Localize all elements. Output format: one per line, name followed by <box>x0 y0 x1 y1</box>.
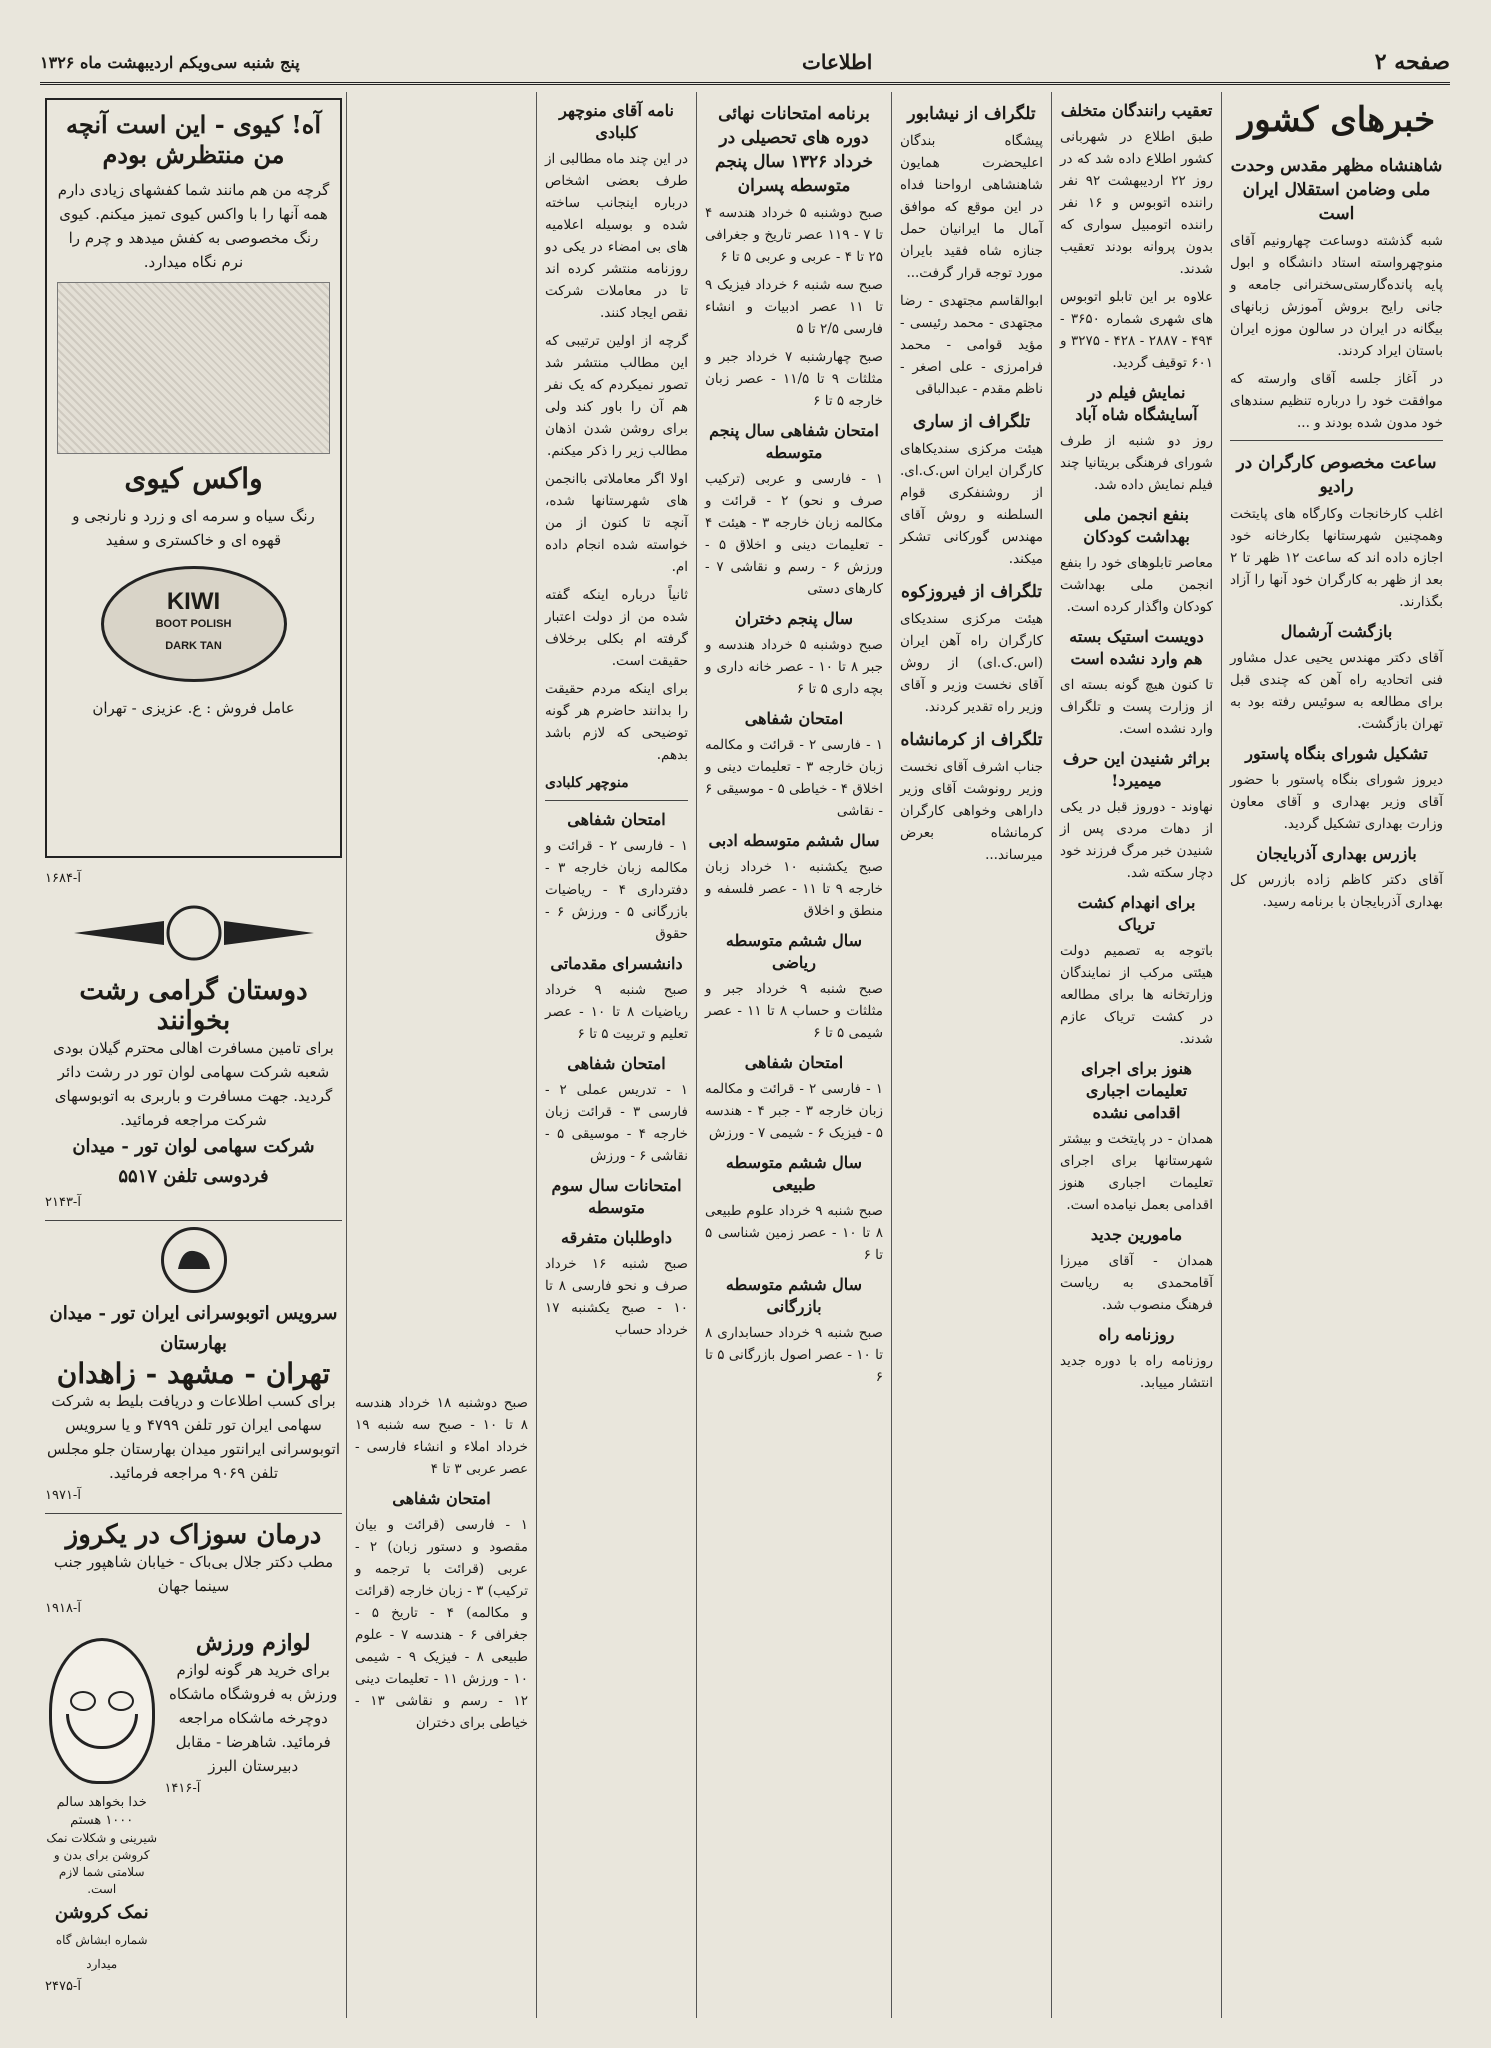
article-headline: برنامه امتحانات نهائی دوره های تحصیلی در خرداد ۱۳۲۶ سال پنجم متوسطه پسران <box>715 104 873 196</box>
article-headline: روزنامه راه <box>1098 1325 1175 1344</box>
article-headline: دویست استیک بسته هم وارد نشده است <box>1069 627 1204 668</box>
article-headline: تعقیب رانندگان متخلف <box>1060 101 1213 120</box>
schedule-entry: ۱ - فارسی ۲ - قرائت و مکالمه زبان خارجه ۳ - جبر ۴ - هندسه ۵ - فیزیک ۶ - شیمی ۷ - ورزش <box>705 1081 883 1141</box>
divider <box>545 800 688 801</box>
ad-dealer: عامل فروش : ع. عزیزی - تهران <box>92 699 295 717</box>
article-paragraph: همدان - در پایتخت و بیشتر شهرستانها برای اجرای تعلیمات اجباری هنوز اقدامی بعمل نیامده است. <box>1060 1131 1213 1213</box>
article-paragraph: هیئت مرکزی سندیکاهای کارگران ایران اس.ک.ای. از روشنفکری قوام السلطنه و روش آقای مهندس گورکانی تشکر میکند. <box>900 441 1043 567</box>
clinic-ad <box>45 1520 342 1620</box>
article-headline: براثر شنیدن این حرف میمیرد! <box>1062 749 1211 790</box>
kiwi-tin-icon <box>101 566 287 682</box>
schedule-entry: صبح سه شنبه ۶ خرداد فیزیک ۹ تا ۱۱ عصر ادبیات و انشاء فارسی ۲/۵ تا ۵ <box>705 277 884 337</box>
ad-title: آه! کیوی - این است آنچه من منتظرش بودم <box>65 110 322 169</box>
newspaper-name: اطلاعات <box>802 50 873 74</box>
article-headline: تشکیل شورای بنگاه پاستور <box>1245 744 1428 763</box>
ad-body: برای کسب اطلاعات و دریافت بلیط به شرکت سهامی ایران تور تلفن ۴۷۹۹ و یا سرویس اتوبوسرانی ایرانتور میدان بهارستان جلو مجلس تلفن ۹۰۶۹ مراجعه فرمائید. <box>46 1392 341 1482</box>
article-headline: بازرس بهداری آذربایجان <box>1256 844 1417 863</box>
article-headline: بنفع انجمن ملی بهداشت کودکان <box>1083 505 1190 546</box>
article-paragraph: علاوه بر این تابلو اتوبوس های شهری شماره ۳۶۵۰ - ۴۹۴ - ۲۸۸۷ - ۴۲۸ - ۳۲۷۵ و ۶۰۱ توقیف گردید. <box>1060 289 1213 371</box>
section-title: خبرهای کشور <box>1237 100 1436 140</box>
ad-body: گرچه من هم مانند شما کفشهای زیادی دارم همه آنها را با واکس کیوی تمیز میکنم. کیوی رنگ مخصوصی به کفش میدهد و چرم را نرم نگاه میدارد. <box>57 181 330 271</box>
ad-body: مطب دکتر جلال بی‌باک - خیابان شاهپور جنب سینما جهان <box>53 1553 334 1595</box>
schedule-entry: ۱ - فارسی و عربی (ترکیب صرف و نحو) ۲ - قرائت و مکالمه زبان خارجه ۳ - هیئت ۴ - تعلیمات دینی و اخلاق ۵ - ورزش ۶ - رسم و نقاشی ۷ - کارهای دستی <box>705 471 883 597</box>
article-headline: تلگراف از نیشابور <box>907 104 1036 124</box>
ad-body: برای تامین مسافرت اهالی محترم گیلان بودی شعبه شرکت سهامی لوان تور در رشت دائر گردید. جهت مسافرت و باربری به اتوبوسهای شرکت مراجعه فرمائید. <box>53 1039 334 1129</box>
article-headline: دانشسرای مقدماتی <box>550 954 683 973</box>
article-paragraph: هیئت مرکزی سندیکای کارگران راه آهن ایران (اس.ک.ای) از روش آقای نخست وزیر و آقای وزیر راه تقدیر کردند. <box>900 611 1043 715</box>
article-paragraph: اغلب کارخانجات وکارگاه های پایتخت وهمچنین شهرستانها بکارخانه خود اجازه داده اند که ساعت ۱۲ ظهر تا ۲ بعد از ظهر به کارگران خود آنها را آزاد بگذارند. <box>1230 506 1443 610</box>
ad-route: تهران - مشهد - زاهدان <box>56 1357 331 1390</box>
article-headline: سال ششم متوسطه بازرگانی <box>725 1275 863 1316</box>
schedule-entry: صبح شنبه ۹ خرداد جبر و مثلثات و حساب ۸ تا ۱۱ - عصر شیمی ۵ تا ۶ <box>705 981 883 1041</box>
article-headline: امتحان شفاهی سال پنجم متوسطه <box>709 421 879 462</box>
article-paragraph: اولا اگر معاملاتی باانجمن های شهرستانها شده، آنچه تا کنون از من خواسته شده انجام داده ام. <box>545 471 688 575</box>
eye-icon <box>108 1691 134 1711</box>
column-domestic-news <box>1221 92 1451 2018</box>
column-telegrams <box>891 92 1051 2018</box>
bottom-ads-row <box>45 1628 342 1998</box>
article-paragraph: روزنامه راه با دوره جدید انتشار مییابد. <box>1060 1353 1213 1391</box>
eye-icon <box>70 1691 96 1711</box>
ad-code: ۲۱۴۳-آ <box>45 1195 81 1210</box>
article-headline: تلگراف از کرمانشاه <box>900 730 1043 750</box>
article-paragraph: دیروز شورای بنگاه پاستور با حضور آقای وزیر بهداری و آقای معاون وزارت بهداری تشکیل گردید. <box>1230 772 1443 832</box>
ad-company: شرکت سهامی لوان تور - میدان فردوسی تلفن ۵۵۱۷ <box>72 1136 315 1187</box>
article-headline: سال ششم متوسطه ادبی <box>708 831 880 850</box>
article-paragraph: آقای دکتر کاظم زاده بازرس کل بهداری آذربایجان با برنامه رسید. <box>1230 872 1443 910</box>
article-headline: هنوز برای اجرای تعلیمات اجباری اقدامی نشده <box>1081 1059 1192 1122</box>
article-paragraph: پیشگاه بندگان اعلیحضرت همایون شاهنشاهی ارواحنا فداه در این موقع که موافق آمال ما ایرانیان حمل جنازه شاه فقید بایران مورد توجه قرار گرفت... <box>900 133 1043 281</box>
ad-code: ۱۹۷۱-آ <box>45 1488 81 1503</box>
divider <box>1230 440 1443 441</box>
tin-label: KIWI <box>166 588 221 615</box>
article-headline: تلگراف از فیروزکوه <box>900 582 1043 602</box>
article-paragraph: گرچه از اولین ترتیبی که این مطالب منتشر شد تصور نمیکردم که یک نفر هم آن را باور کند ولی برای روشن شدن اذهان مطالب زیر را ذکر میکنم. <box>545 333 688 459</box>
ad-code: ۱۶۸۴-آ <box>45 871 81 886</box>
article-paragraph: طبق اطلاع در شهربانی کشور اطلاع داده شد که در روز ۲۲ اردیبهشت ۹۲ نفر راننده اتوبوس و ۱۶ نفر راننده اتومبیل سواری که بدون پروانه بودند تعقیب شدند. <box>1060 129 1213 277</box>
bus-logo-icon <box>161 1227 227 1293</box>
schedule-entry: صبح دوشنبه ۱۸ خرداد هندسه ۸ تا ۱۰ - صبح سه شنبه ۱۹ خرداد املاء و انشاء فارسی - عصر عربی ۳ تا ۴ <box>355 1395 529 1477</box>
schedule-entry: صبح چهارشنبه ۷ خرداد جبر و مثلثات ۹ تا ۱۱/۵ - عصر زبان خارجه ۵ تا ۶ <box>705 349 884 409</box>
article-headline: امتحان شفاهی <box>744 1053 844 1072</box>
page-header <box>40 42 1450 85</box>
article-headline: امتحان شفاهی <box>744 709 844 728</box>
tin-label: BOOT POLISH <box>155 618 232 630</box>
pars-tour-ad <box>45 898 342 1214</box>
article-headline: برای انهدام کشت تریاک <box>1077 893 1196 934</box>
illustration <box>57 282 330 454</box>
ad-title: درمان سوزاک در یکروز <box>65 1520 322 1550</box>
letter-signature: منوچهر کلبادی <box>545 775 629 791</box>
schedule-entry: ۱ - فارسی ۲ - قرائت و مکالمه زبان خارجه ۳ - تعلیمات دینی و اخلاق ۴ - خیاطی ۵ - موسیقی ۶ - نقاشی <box>705 737 884 819</box>
article-headline: سال پنجم دختران <box>734 609 854 628</box>
wings-logo-icon <box>45 898 342 968</box>
page-number: صفحه ۲ <box>1374 49 1450 75</box>
article-paragraph: معاصر تابلوهای خود را بنفع انجمن ملی بهداشت کودکان واگذار کرده است. <box>1060 555 1213 615</box>
kiwi-ad <box>45 98 342 858</box>
column-advertisements <box>41 92 346 2018</box>
salt-ad <box>45 1628 158 1998</box>
article-headline: بازگشت آرشمال <box>1280 622 1393 641</box>
article-paragraph: نهاوند - دوروز قبل در یکی از دهات مردی پس از شنیدن خبر مرگ فرزند خود دچار سکته شد. <box>1060 799 1213 881</box>
article-paragraph: ثانیاً درباره اینکه گفته شده من از دولت اعتبار گرفته ام بکلی برخلاف حقیقت است. <box>545 587 688 669</box>
article-paragraph: روز دو شنبه از طرف شورای فرهنگی بریتانیا چند فیلم نمایش داده شد. <box>1060 433 1213 493</box>
column-news-2 <box>1051 92 1221 2018</box>
schedule-entry: صبح شنبه ۹ خرداد ریاضیات ۸ تا ۱۰ - عصر تعلیم و تربیت ۵ تا ۶ <box>545 982 689 1042</box>
article-headline: امتحان شفاهی <box>392 1489 491 1508</box>
smiling-face-icon <box>49 1638 155 1784</box>
ad-code: ۱۹۱۸-آ <box>45 1601 81 1616</box>
iran-tour-ad <box>45 1227 342 1507</box>
article-headline: نمایش فیلم در آسایشگاه شاه آباد <box>1075 383 1198 424</box>
article-headline: امتحان شفاهی <box>567 810 666 829</box>
article-paragraph: در این چند ماه مطالبی از طرف بعضی اشخاص درباره اینجانب ساخته شده و بوسیله اعلامیه های بی امضاء در یکی دو روزنامه منتشر کرده اند تا در معاملات شرکت نقص ایجاد کنند. <box>545 151 688 321</box>
ad-title: سرویس اتوبوسرانی ایران تور - میدان بهارستان <box>49 1303 338 1354</box>
column-exam-schedule <box>696 92 891 2018</box>
ad-code: ۱۴۱۶-آ <box>164 1781 201 1796</box>
article-paragraph: در آغاز جلسه آقای وارسته که موافقت خود را درباره تنظیم سندهای خود مدون شده بودند و ... <box>1230 371 1443 431</box>
article-headline: امتحان شفاهی <box>567 1054 666 1073</box>
divider <box>45 1220 342 1221</box>
ad-code: ۲۴۷۵-آ <box>45 1979 81 1994</box>
ad-body: شیرینی و شکلات نمک کروشن برای بدن و سلامتی شما لازم است. <box>46 1831 158 1896</box>
schedule-entry: صبح یکشنبه ۱۰ خرداد زبان خارجه ۹ تا ۱۱ - عصر فلسفه و منطق و اخلاق <box>705 859 883 919</box>
article-paragraph: تا کنون هیچ گونه بسته ای از وزارت پست و تلگراف وارد نشده است. <box>1060 677 1213 737</box>
article-paragraph: باتوجه به تصمیم دولت هیئتی مرکب از نمایندگان وزارتخانه ها برای مطالعه در کشت تریاک عازم شدند. <box>1060 943 1213 1047</box>
article-paragraph: همدان - آقای میرزا آقامحمدی به ریاست فرهنگ منصوب شد. <box>1060 1253 1213 1313</box>
article-headline: داوطلبان متفرقه <box>561 1228 672 1247</box>
ad-brand: واکس کیوی <box>124 462 263 495</box>
schedule-entry: ۱ - تدریس عملی ۲ - فارسی ۳ - قرائت زبان خارجه ۴ - موسیقی ۵ - نقاشی ۶ - ورزش <box>545 1082 688 1164</box>
schedule-entry: ۱ - فارسی (قرائت و بیان مقصود و دستور زبان) ۲ - عربی (قرائت با ترجمه و ترکیب) ۳ - زبان خارجه (قرائت و مکالمه) ۴ - تاریخ ۵ - جغرافی ۶ - هندسه ۷ - علوم طبیعی ۸ - فیزیک ۹ - شیمی ۱۰ - ورزش ۱۱ - تعلیمات دینی ۱۲ - رسم و نقاشی ۱۳ - خیاطی برای دختران <box>355 1517 529 1731</box>
article-headline: نامه آقای منوچهر کلبادی <box>559 101 674 142</box>
ad-title: خدا بخواهد سالم ۱۰۰۰ هستم <box>56 1795 147 1828</box>
article-paragraph: آقای دکتر مهندس یحیی عدل مشاور فنی اتحادیه راه آهن که چندی قبل برای مطالعه به سوئیس رفته بود به تهران بازگشت. <box>1230 650 1443 732</box>
ad-slogan: شماره ابشاش گاه میدارد <box>55 1933 148 1971</box>
divider <box>45 1513 342 1514</box>
article-headline: سال ششم متوسطه طبیعی <box>725 1153 863 1194</box>
schedule-entry: صبح شنبه ۹ خرداد حسابداری ۸ تا ۱۰ - عصر اصول بازرگانی ۵ تا ۶ <box>705 1325 884 1385</box>
schedule-entry: صبح شنبه ۱۶ خرداد صرف و نحو فارسی ۸ تا ۱۰ - صبح یکشنبه ۱۷ خرداد حساب <box>545 1256 689 1338</box>
article-paragraph: برای اینکه مردم حقیقت را بدانند حاضرم هر گونه توضیحی که لازم باشد بدهم. <box>545 681 688 763</box>
sports-ad <box>164 1628 342 1998</box>
article-paragraph: جناب اشرف آقای نخست وزیر رونوشت آقای وزیر داراهی وخواهی کارگران کرمانشاه بعرض میرساند... <box>900 759 1043 863</box>
tin-label: DARK TAN <box>165 640 222 652</box>
ad-colors: رنگ سیاه و سرمه ای و زرد و نارنجی و قهوه ای و خاکستری و سفید <box>72 507 315 549</box>
column-letter <box>536 92 696 2018</box>
issue-date: پنج شنبه سی‌ویکم اردیبهشت ماه ۱۳۲۶ <box>40 52 300 72</box>
article-headline: مامورین جدید <box>1090 1225 1183 1244</box>
ad-brand: نمک کروشن <box>54 1902 149 1923</box>
schedule-entry: ۱ - فارسی ۲ - قرائت و مکالمه زبان خارجه ۳ - دفترداری ۴ - ریاضیات بازرگانی ۵ - ورزش ۶ - حقوق <box>545 838 688 942</box>
article-headline: سال ششم متوسطه ریاضی <box>725 931 863 972</box>
ad-body: برای خرید هر گونه لوازم ورزش به فروشگاه ماشکاه دوچرخه ماشکاه مراجعه فرمائید. شاهرضا - مقابل دبیرستان البرز <box>169 1661 338 1775</box>
mouth-icon <box>66 1714 138 1749</box>
article-paragraph: شبه گذشته دوساعت چهارونیم آقای منوچهرواسته استاد دانشگاه و ابول پایه پانده‌گارستی‌سخنرانی جامعه و جانی رایح بروش آموزش زبانهای بیگانه در ایران در سالون موزه ایران باستان ایراد کردند. <box>1230 233 1443 359</box>
article-headline: ساعت مخصوص کارگران در رادیو <box>1236 453 1437 497</box>
column-exam-oral <box>346 92 536 2018</box>
schedule-entry: صبح دوشنبه ۵ خرداد هندسه و جبر ۸ تا ۱۰ - عصر خانه داری و بچه داری ۵ تا ۶ <box>705 637 884 697</box>
ad-title: لوازم ورزش <box>195 1630 311 1656</box>
article-headline: تلگراف از ساری <box>912 412 1031 432</box>
article-headline: شاهنشاه مظهر مقدس وحدت ملی وضامن استقلال ایران است <box>1230 156 1443 224</box>
ad-title: دوستان گرامی رشت بخوانند <box>79 976 308 1036</box>
schedule-entry: صبح شنبه ۹ خرداد علوم طبیعی ۸ تا ۱۰ - عصر زمین شناسی ۵ تا ۶ <box>705 1203 883 1263</box>
article-headline: امتحانات سال سوم متوسطه <box>551 1176 682 1217</box>
article-paragraph: ابوالقاسم مجتهدی - رضا مجتهدی - محمد رئیسی - مؤید قوامی - محمد فرامرزی - علی اصغر - ناظم مقدم - عبدالباقی <box>900 293 1043 397</box>
schedule-entry: صبح دوشنبه ۵ خرداد هندسه ۴ تا ۷ - ۱۱۹ عصر تاریخ و جغرافی ۲۵ تا ۴ - عربی و عربی ۵ تا ۶ <box>705 205 884 265</box>
